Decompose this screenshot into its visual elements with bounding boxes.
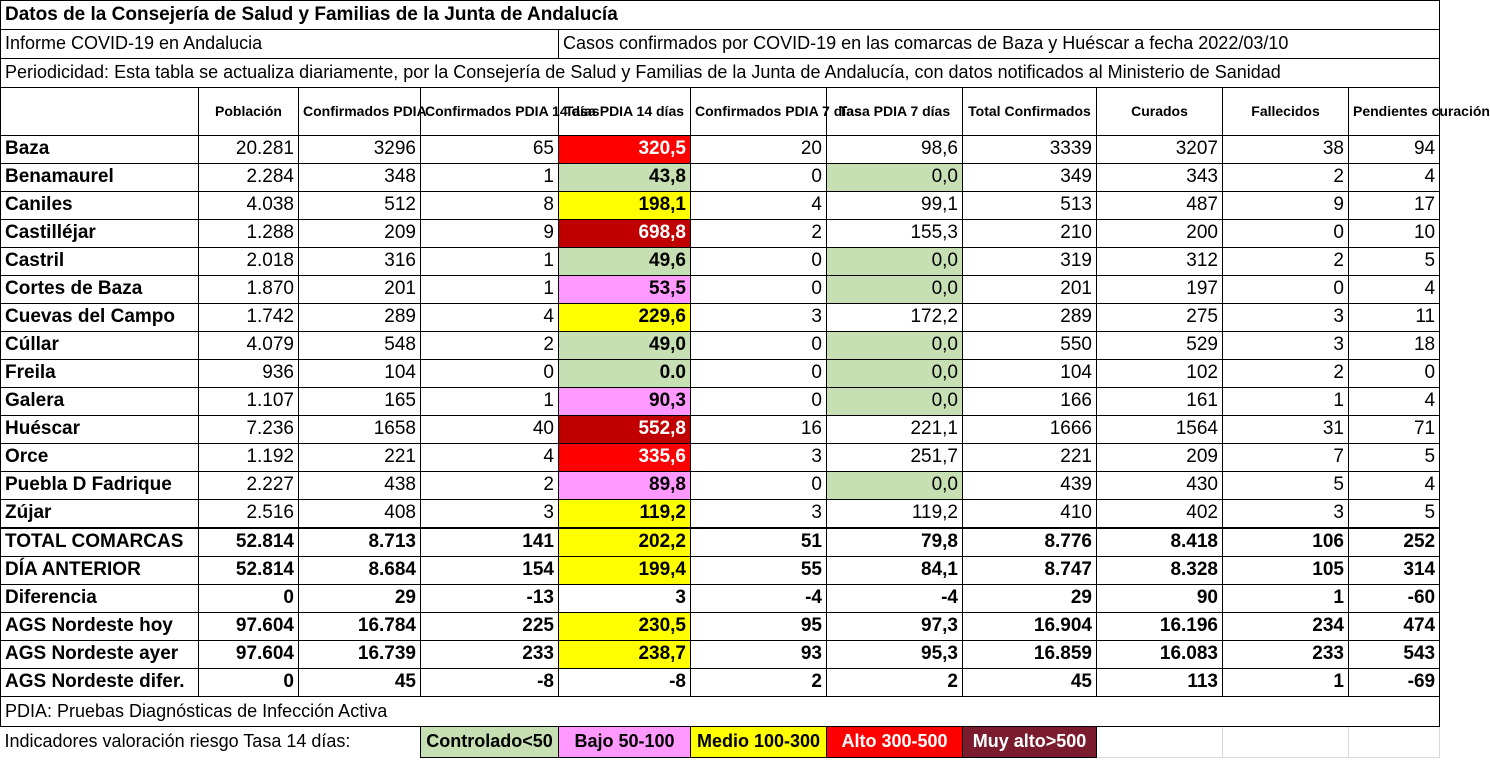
- cell-total-confirmados[interactable]: 439: [963, 472, 1097, 500]
- cell-total-confirmados[interactable]: 45: [963, 669, 1097, 697]
- cell-tasa-pdia-14-días[interactable]: 198,1: [559, 192, 691, 220]
- cell-confirmados-pdia-14-días[interactable]: 8: [421, 192, 559, 220]
- row-label[interactable]: AGS Nordeste difer.: [1, 669, 199, 697]
- empty-cell[interactable]: [1223, 727, 1349, 758]
- cell-tasa-pdia-14-días[interactable]: 238,7: [559, 641, 691, 669]
- cell-pendientes-curación[interactable]: 474: [1349, 613, 1440, 641]
- cell-población[interactable]: 97.604: [199, 613, 299, 641]
- cell-fallecidos[interactable]: 3: [1223, 304, 1349, 332]
- cell-confirmados-pdia[interactable]: 29: [299, 585, 421, 613]
- cell-tasa-pdia-7-días[interactable]: 172,2: [827, 304, 963, 332]
- legend-controlado[interactable]: Controlado<50: [421, 727, 559, 758]
- cell-total-confirmados[interactable]: 166: [963, 388, 1097, 416]
- cell-pendientes-curación[interactable]: -69: [1349, 669, 1440, 697]
- cell-fallecidos[interactable]: 1: [1223, 669, 1349, 697]
- legend-muy-alto[interactable]: Muy alto>500: [963, 727, 1097, 758]
- empty-cell[interactable]: [1349, 727, 1440, 758]
- cell-confirmados-pdia-14-días[interactable]: -13: [421, 585, 559, 613]
- municipality-row: [1, 444, 1440, 472]
- cell-tasa-pdia-14-días[interactable]: 3: [559, 585, 691, 613]
- cell-tasa-pdia-7-días[interactable]: 0,0: [827, 164, 963, 192]
- cell-población[interactable]: 52.814: [199, 557, 299, 585]
- cell-curados[interactable]: 430: [1097, 472, 1223, 500]
- cell-confirmados-pdia[interactable]: 221: [299, 444, 421, 472]
- row-label[interactable]: Benamaurel: [1, 164, 199, 192]
- cell-tasa-pdia-7-días[interactable]: -4: [827, 585, 963, 613]
- cell-confirmados-pdia-14-días[interactable]: 9: [421, 220, 559, 248]
- cell-tasa-pdia-14-días[interactable]: 49,6: [559, 248, 691, 276]
- cell-tasa-pdia-14-días[interactable]: 320,5: [559, 136, 691, 164]
- cell-población[interactable]: 1.742: [199, 304, 299, 332]
- cell-confirmados-pdia-14-días[interactable]: 1: [421, 164, 559, 192]
- cell-confirmados-pdia-14-días[interactable]: 65: [421, 136, 559, 164]
- cell-total-confirmados[interactable]: 210: [963, 220, 1097, 248]
- cell-confirmados-pdia[interactable]: 548: [299, 332, 421, 360]
- cell-fallecidos[interactable]: 5: [1223, 472, 1349, 500]
- cell-curados[interactable]: 402: [1097, 500, 1223, 529]
- cell-confirmados-pdia-7-días[interactable]: -4: [691, 585, 827, 613]
- cell-confirmados-pdia-7-días[interactable]: 51: [691, 528, 827, 557]
- cell-pendientes-curación[interactable]: 252: [1349, 528, 1440, 557]
- cell-fallecidos[interactable]: 7: [1223, 444, 1349, 472]
- cell-fallecidos[interactable]: 0: [1223, 220, 1349, 248]
- cell-curados[interactable]: 161: [1097, 388, 1223, 416]
- municipality-row: [1, 136, 1440, 164]
- cell-confirmados-pdia[interactable]: 104: [299, 360, 421, 388]
- cell-confirmados-pdia[interactable]: 45: [299, 669, 421, 697]
- cell-pendientes-curación[interactable]: 314: [1349, 557, 1440, 585]
- summary-row: [1, 557, 1440, 585]
- cell-curados[interactable]: 3207: [1097, 136, 1223, 164]
- cell-fallecidos[interactable]: 3: [1223, 332, 1349, 360]
- cell-total-confirmados[interactable]: 513: [963, 192, 1097, 220]
- ags-row: [1, 669, 1440, 697]
- cell-fallecidos[interactable]: 1: [1223, 585, 1349, 613]
- cell-confirmados-pdia[interactable]: 289: [299, 304, 421, 332]
- cell-tasa-pdia-7-días[interactable]: 0,0: [827, 248, 963, 276]
- cell-población[interactable]: 52.814: [199, 528, 299, 557]
- cell-confirmados-pdia-7-días[interactable]: 3: [691, 500, 827, 529]
- cell-fallecidos[interactable]: 2: [1223, 248, 1349, 276]
- cell-confirmados-pdia-7-días[interactable]: 93: [691, 641, 827, 669]
- cell-confirmados-pdia[interactable]: 201: [299, 276, 421, 304]
- column-header[interactable]: Confirmados PDIA 14 días: [421, 88, 559, 136]
- cell-confirmados-pdia[interactable]: 316: [299, 248, 421, 276]
- cell-población[interactable]: 2.284: [199, 164, 299, 192]
- cell-confirmados-pdia[interactable]: 16.784: [299, 613, 421, 641]
- cell-confirmados-pdia-7-días[interactable]: 3: [691, 304, 827, 332]
- cell-población[interactable]: 20.281: [199, 136, 299, 164]
- cell-confirmados-pdia-7-días[interactable]: 4: [691, 192, 827, 220]
- cell-tasa-pdia-7-días[interactable]: 119,2: [827, 500, 963, 529]
- cell-curados[interactable]: 529: [1097, 332, 1223, 360]
- row-label[interactable]: Cúllar: [1, 332, 199, 360]
- cell-fallecidos[interactable]: 9: [1223, 192, 1349, 220]
- column-header[interactable]: [1, 88, 199, 136]
- report-name[interactable]: Informe COVID-19 en Andalucia: [1, 30, 559, 59]
- cell-población[interactable]: 7.236: [199, 416, 299, 444]
- cell-curados[interactable]: 312: [1097, 248, 1223, 276]
- cell-tasa-pdia-7-días[interactable]: 221,1: [827, 416, 963, 444]
- row-label[interactable]: Cuevas del Campo: [1, 304, 199, 332]
- cell-total-confirmados[interactable]: 8.776: [963, 528, 1097, 557]
- row-label[interactable]: Huéscar: [1, 416, 199, 444]
- cell-fallecidos[interactable]: 31: [1223, 416, 1349, 444]
- row-label[interactable]: AGS Nordeste hoy: [1, 613, 199, 641]
- municipality-row: [1, 220, 1440, 248]
- cell-confirmados-pdia-14-días[interactable]: 40: [421, 416, 559, 444]
- column-header[interactable]: Tasa PDIA 7 días: [827, 88, 963, 136]
- cell-confirmados-pdia-14-días[interactable]: 4: [421, 304, 559, 332]
- cell-total-confirmados[interactable]: 16.859: [963, 641, 1097, 669]
- cell-curados[interactable]: 16.083: [1097, 641, 1223, 669]
- municipality-row: [1, 416, 1440, 444]
- cell-confirmados-pdia-14-días[interactable]: 1: [421, 388, 559, 416]
- cell-tasa-pdia-14-días[interactable]: 229,6: [559, 304, 691, 332]
- cell-fallecidos[interactable]: 106: [1223, 528, 1349, 557]
- cell-tasa-pdia-7-días[interactable]: 98,6: [827, 136, 963, 164]
- column-header-row: [1, 88, 1440, 136]
- cell-fallecidos[interactable]: 2: [1223, 164, 1349, 192]
- cell-tasa-pdia-7-días[interactable]: 79,8: [827, 528, 963, 557]
- legend-label[interactable]: Indicadores valoración riesgo Tasa 14 días:: [4, 731, 351, 752]
- row-label[interactable]: DÍA ANTERIOR: [1, 557, 199, 585]
- cell-curados[interactable]: 8.418: [1097, 528, 1223, 557]
- municipality-row: [1, 248, 1440, 276]
- summary-row: [1, 585, 1440, 613]
- cell-total-confirmados[interactable]: 201: [963, 276, 1097, 304]
- cell-confirmados-pdia-7-días[interactable]: 20: [691, 136, 827, 164]
- report-subtitle[interactable]: Casos confirmados por COVID-19 en las comarcas de Baza y Huéscar a fecha 2022/03/10: [559, 30, 1440, 59]
- row-label[interactable]: Castilléjar: [1, 220, 199, 248]
- legend-medio[interactable]: Medio 100-300: [691, 727, 827, 758]
- cell-fallecidos[interactable]: 233: [1223, 641, 1349, 669]
- cell-tasa-pdia-7-días[interactable]: 95,3: [827, 641, 963, 669]
- row-label[interactable]: Zújar: [1, 500, 199, 529]
- column-header[interactable]: Población: [199, 88, 299, 136]
- cell-pendientes-curación[interactable]: 18: [1349, 332, 1440, 360]
- cell-pendientes-curación[interactable]: 0: [1349, 360, 1440, 388]
- cell-tasa-pdia-14-días[interactable]: -8: [559, 669, 691, 697]
- cell-tasa-pdia-7-días[interactable]: 251,7: [827, 444, 963, 472]
- cell-pendientes-curación[interactable]: -60: [1349, 585, 1440, 613]
- cell-pendientes-curación[interactable]: 543: [1349, 641, 1440, 669]
- cell-curados[interactable]: 8.328: [1097, 557, 1223, 585]
- cell-tasa-pdia-7-días[interactable]: 0,0: [827, 360, 963, 388]
- cell-total-confirmados[interactable]: 289: [963, 304, 1097, 332]
- row-label[interactable]: Diferencia: [1, 585, 199, 613]
- column-header[interactable]: Total Confirmados: [963, 88, 1097, 136]
- row-label[interactable]: Freila: [1, 360, 199, 388]
- cell-tasa-pdia-14-días[interactable]: 0.0: [559, 360, 691, 388]
- cell-pendientes-curación[interactable]: 4: [1349, 388, 1440, 416]
- cell-curados[interactable]: 113: [1097, 669, 1223, 697]
- cell-población[interactable]: 0: [199, 585, 299, 613]
- column-header[interactable]: Confirmados PDIA 7 días: [691, 88, 827, 136]
- cell-tasa-pdia-7-días[interactable]: 0,0: [827, 472, 963, 500]
- cell-tasa-pdia-7-días[interactable]: 2: [827, 669, 963, 697]
- cell-total-confirmados[interactable]: 319: [963, 248, 1097, 276]
- cell-curados[interactable]: 487: [1097, 192, 1223, 220]
- cell-tasa-pdia-14-días[interactable]: 230,5: [559, 613, 691, 641]
- cell-tasa-pdia-14-días[interactable]: 335,6: [559, 444, 691, 472]
- cell-tasa-pdia-7-días[interactable]: 99,1: [827, 192, 963, 220]
- cell-curados[interactable]: 102: [1097, 360, 1223, 388]
- cell-confirmados-pdia-14-días[interactable]: 4: [421, 444, 559, 472]
- cell-población[interactable]: 2.227: [199, 472, 299, 500]
- cell-pendientes-curación[interactable]: 5: [1349, 248, 1440, 276]
- row-label[interactable]: Caniles: [1, 192, 199, 220]
- cell-tasa-pdia-14-días[interactable]: 90,3: [559, 388, 691, 416]
- cell-confirmados-pdia[interactable]: 438: [299, 472, 421, 500]
- municipality-row: [1, 500, 1440, 529]
- cell-tasa-pdia-7-días[interactable]: 97,3: [827, 613, 963, 641]
- cell-población[interactable]: 1.192: [199, 444, 299, 472]
- cell-confirmados-pdia-14-días[interactable]: 0: [421, 360, 559, 388]
- cell-pendientes-curación[interactable]: 4: [1349, 276, 1440, 304]
- cell-confirmados-pdia-7-días[interactable]: 0: [691, 164, 827, 192]
- row-label[interactable]: Orce: [1, 444, 199, 472]
- cell-confirmados-pdia-7-días[interactable]: 55: [691, 557, 827, 585]
- cell-tasa-pdia-7-días[interactable]: 0,0: [827, 388, 963, 416]
- row-label[interactable]: Baza: [1, 136, 199, 164]
- cell-población[interactable]: 2.516: [199, 500, 299, 529]
- column-header[interactable]: Curados: [1097, 88, 1223, 136]
- cell-pendientes-curación[interactable]: 5: [1349, 444, 1440, 472]
- municipality-row: [1, 332, 1440, 360]
- cell-confirmados-pdia[interactable]: 512: [299, 192, 421, 220]
- cell-confirmados-pdia-14-días[interactable]: 233: [421, 641, 559, 669]
- cell-fallecidos[interactable]: 105: [1223, 557, 1349, 585]
- row-label[interactable]: Castril: [1, 248, 199, 276]
- row-label[interactable]: TOTAL COMARCAS: [1, 528, 199, 557]
- cell-total-confirmados[interactable]: 3339: [963, 136, 1097, 164]
- cell-total-confirmados[interactable]: 29: [963, 585, 1097, 613]
- cell-pendientes-curación[interactable]: 71: [1349, 416, 1440, 444]
- cell-curados[interactable]: 209: [1097, 444, 1223, 472]
- cell-pendientes-curación[interactable]: 11: [1349, 304, 1440, 332]
- cell-confirmados-pdia-7-días[interactable]: 0: [691, 388, 827, 416]
- cell-pendientes-curación[interactable]: 4: [1349, 164, 1440, 192]
- cell-confirmados-pdia-14-días[interactable]: -8: [421, 669, 559, 697]
- cell-confirmados-pdia[interactable]: 209: [299, 220, 421, 248]
- cell-tasa-pdia-7-días[interactable]: 0,0: [827, 332, 963, 360]
- cell-población[interactable]: 1.288: [199, 220, 299, 248]
- cell-fallecidos[interactable]: 0: [1223, 276, 1349, 304]
- cell-fallecidos[interactable]: 2: [1223, 360, 1349, 388]
- cell-confirmados-pdia-7-días[interactable]: 2: [691, 669, 827, 697]
- cell-confirmados-pdia[interactable]: 408: [299, 500, 421, 529]
- cell-curados[interactable]: 343: [1097, 164, 1223, 192]
- cell-confirmados-pdia-14-días[interactable]: 1: [421, 248, 559, 276]
- municipality-row: [1, 304, 1440, 332]
- row-label[interactable]: Galera: [1, 388, 199, 416]
- cell-confirmados-pdia-7-días[interactable]: 95: [691, 613, 827, 641]
- cell-confirmados-pdia-14-días[interactable]: 2: [421, 332, 559, 360]
- periodicity-note[interactable]: Periodicidad: Esta tabla se actualiza diariamente, por la Consejería de Salud y Familias de la Junta de Andalucía, con datos notificados al Ministerio de Sanidad: [1, 59, 1440, 88]
- cell-total-confirmados[interactable]: 8.747: [963, 557, 1097, 585]
- cell-confirmados-pdia[interactable]: 165: [299, 388, 421, 416]
- cell-tasa-pdia-14-días[interactable]: 49,0: [559, 332, 691, 360]
- cell-pendientes-curación[interactable]: 17: [1349, 192, 1440, 220]
- cell-curados[interactable]: 197: [1097, 276, 1223, 304]
- cell-total-confirmados[interactable]: 349: [963, 164, 1097, 192]
- cell-población[interactable]: 1.870: [199, 276, 299, 304]
- footnote[interactable]: PDIA: Pruebas Diagnósticas de Infección Activa: [1, 697, 1440, 727]
- municipality-row: [1, 472, 1440, 500]
- cell-pendientes-curación[interactable]: 5: [1349, 500, 1440, 529]
- cell-curados[interactable]: 1564: [1097, 416, 1223, 444]
- cell-curados[interactable]: 90: [1097, 585, 1223, 613]
- cell-confirmados-pdia-14-días[interactable]: 2: [421, 472, 559, 500]
- cell-confirmados-pdia-14-días[interactable]: 225: [421, 613, 559, 641]
- cell-confirmados-pdia[interactable]: 1658: [299, 416, 421, 444]
- municipality-row: [1, 388, 1440, 416]
- column-header[interactable]: Tasa PDIA 14 días: [559, 88, 691, 136]
- cell-confirmados-pdia[interactable]: 8.684: [299, 557, 421, 585]
- cell-pendientes-curación[interactable]: 4: [1349, 472, 1440, 500]
- cell-fallecidos[interactable]: 38: [1223, 136, 1349, 164]
- cell-confirmados-pdia-14-días[interactable]: 3: [421, 500, 559, 529]
- cell-total-confirmados[interactable]: 104: [963, 360, 1097, 388]
- cell-población[interactable]: 97.604: [199, 641, 299, 669]
- cell-población[interactable]: 4.038: [199, 192, 299, 220]
- municipality-row: [1, 360, 1440, 388]
- municipality-row: [1, 164, 1440, 192]
- cell-población[interactable]: 4.079: [199, 332, 299, 360]
- cell-total-confirmados[interactable]: 221: [963, 444, 1097, 472]
- cell-confirmados-pdia-7-días[interactable]: 0: [691, 472, 827, 500]
- cell-tasa-pdia-14-días[interactable]: 202,2: [559, 528, 691, 557]
- cell-confirmados-pdia[interactable]: 348: [299, 164, 421, 192]
- legend-alto[interactable]: Alto 300-500: [827, 727, 963, 758]
- cell-total-confirmados[interactable]: 16.904: [963, 613, 1097, 641]
- cell-confirmados-pdia-7-días[interactable]: 3: [691, 444, 827, 472]
- cell-total-confirmados[interactable]: 410: [963, 500, 1097, 529]
- cell-población[interactable]: 2.018: [199, 248, 299, 276]
- cell-confirmados-pdia-7-días[interactable]: 0: [691, 248, 827, 276]
- ags-row: [1, 641, 1440, 669]
- cell-población[interactable]: 936: [199, 360, 299, 388]
- cell-población[interactable]: 0: [199, 669, 299, 697]
- cell-confirmados-pdia-7-días[interactable]: 0: [691, 332, 827, 360]
- cell-fallecidos[interactable]: 1: [1223, 388, 1349, 416]
- cell-población[interactable]: 1.107: [199, 388, 299, 416]
- cell-tasa-pdia-7-días[interactable]: 84,1: [827, 557, 963, 585]
- cell-tasa-pdia-14-días[interactable]: 119,2: [559, 500, 691, 529]
- cell-pendientes-curación[interactable]: 10: [1349, 220, 1440, 248]
- cell-confirmados-pdia-7-días[interactable]: 2: [691, 220, 827, 248]
- cell-pendientes-curación[interactable]: 94: [1349, 136, 1440, 164]
- empty-cell[interactable]: [1097, 727, 1223, 758]
- cell-curados[interactable]: 275: [1097, 304, 1223, 332]
- cell-tasa-pdia-7-días[interactable]: 0,0: [827, 276, 963, 304]
- legend-bajo[interactable]: Bajo 50-100: [559, 727, 691, 758]
- cell-confirmados-pdia-14-días[interactable]: 141: [421, 528, 559, 557]
- cell-confirmados-pdia-14-días[interactable]: 1: [421, 276, 559, 304]
- row-label[interactable]: AGS Nordeste ayer: [1, 641, 199, 669]
- cell-tasa-pdia-14-días[interactable]: 43,8: [559, 164, 691, 192]
- summary-row: [1, 528, 1440, 557]
- cell-tasa-pdia-14-días[interactable]: 89,8: [559, 472, 691, 500]
- municipality-row: [1, 192, 1440, 220]
- cell-confirmados-pdia-7-días[interactable]: 16: [691, 416, 827, 444]
- cell-confirmados-pdia[interactable]: 3296: [299, 136, 421, 164]
- cell-curados[interactable]: 200: [1097, 220, 1223, 248]
- sheet-title[interactable]: Datos de la Consejería de Salud y Familias de la Junta de Andalucía: [1, 1, 1440, 30]
- column-header[interactable]: Confirmados PDIA: [299, 88, 421, 136]
- ags-row: [1, 613, 1440, 641]
- cell-fallecidos[interactable]: 234: [1223, 613, 1349, 641]
- cell-confirmados-pdia[interactable]: 16.739: [299, 641, 421, 669]
- column-header[interactable]: Fallecidos: [1223, 88, 1349, 136]
- cell-fallecidos[interactable]: 3: [1223, 500, 1349, 529]
- cell-tasa-pdia-14-días[interactable]: 698,8: [559, 220, 691, 248]
- cell-tasa-pdia-7-días[interactable]: 155,3: [827, 220, 963, 248]
- cell-tasa-pdia-14-días[interactable]: 552,8: [559, 416, 691, 444]
- cell-confirmados-pdia-7-días[interactable]: 0: [691, 360, 827, 388]
- municipality-row: [1, 276, 1440, 304]
- cell-total-confirmados[interactable]: 550: [963, 332, 1097, 360]
- cell-confirmados-pdia[interactable]: 8.713: [299, 528, 421, 557]
- row-label[interactable]: Cortes de Baza: [1, 276, 199, 304]
- cell-tasa-pdia-14-días[interactable]: 199,4: [559, 557, 691, 585]
- cell-confirmados-pdia-14-días[interactable]: 154: [421, 557, 559, 585]
- row-label[interactable]: Puebla D Fadrique: [1, 472, 199, 500]
- cell-tasa-pdia-14-días[interactable]: 53,5: [559, 276, 691, 304]
- cell-total-confirmados[interactable]: 1666: [963, 416, 1097, 444]
- cell-confirmados-pdia-7-días[interactable]: 0: [691, 276, 827, 304]
- cell-curados[interactable]: 16.196: [1097, 613, 1223, 641]
- column-header[interactable]: Pendientes curación: [1349, 88, 1440, 136]
